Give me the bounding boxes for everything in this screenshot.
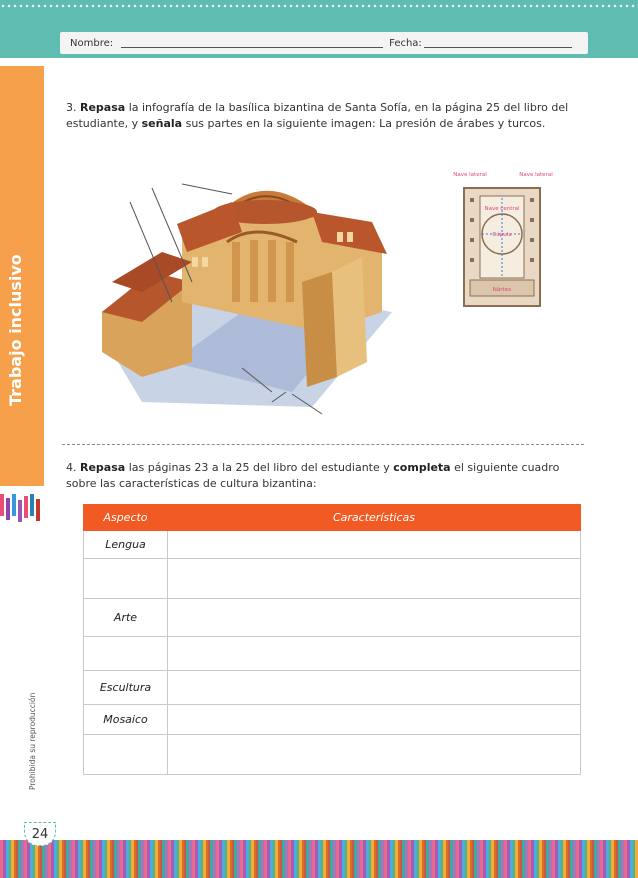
table-row (84, 671, 581, 705)
floor-plan-diagram (453, 168, 553, 320)
section-tab (0, 66, 44, 486)
characteristic-cell[interactable] (168, 671, 581, 705)
activity-4-verb-completa: completa (393, 461, 451, 474)
characteristic-cell[interactable] (168, 705, 581, 735)
side-stripes (0, 494, 42, 520)
aspect-cell (84, 735, 168, 775)
header-caracteristicas: Características (168, 505, 581, 531)
table-row (84, 531, 581, 559)
section-title: Trabajo inclusivo (6, 254, 25, 406)
activity-3-text-1: la infografía de la basílica bizantina de Santa Sofía, en la página 25 del libro del estudiante, y (66, 101, 569, 130)
activity-4-text-2: el siguiente cuadro sobre las características de cultura bizantina: (66, 461, 560, 490)
table-row (84, 599, 581, 637)
plan-label-cupula: Cúpula (492, 232, 512, 238)
plan-label-nave-lateral-right: Nave lateral (519, 172, 553, 178)
header-aspecto: Aspecto (84, 505, 168, 531)
activity-3-number: 3. (66, 101, 77, 114)
table-row (84, 637, 581, 671)
characteristic-cell[interactable] (168, 735, 581, 775)
byzantine-culture-table (83, 504, 581, 775)
aspect-cell: Mosaico (84, 705, 168, 735)
table-row (84, 559, 581, 599)
activity-4-verb-repasa: Repasa (80, 461, 126, 474)
activity-3-verb-senala: señala (141, 117, 183, 130)
name-label: Nombre: (70, 37, 114, 49)
aspect-cell: Arte (84, 599, 168, 637)
reproduction-note: Prohibida su reproducción (28, 692, 37, 790)
plan-label-nartex: Nártex (492, 287, 512, 293)
aspect-cell (84, 637, 168, 671)
date-label: Fecha: (389, 37, 422, 49)
table-row (84, 705, 581, 735)
characteristic-cell[interactable] (168, 599, 581, 637)
footer-band (0, 840, 638, 878)
activity-3-verb-repasa: Repasa (80, 101, 126, 114)
characteristic-cell[interactable] (168, 559, 581, 599)
name-date-bar (60, 32, 588, 54)
table-header-row (84, 505, 581, 531)
plan-label-nave-central: Nave central (484, 206, 520, 212)
aspect-cell: Escultura (84, 671, 168, 705)
table-row (84, 735, 581, 775)
aspect-cell: Lengua (84, 531, 168, 559)
activity-4-number: 4. (66, 461, 77, 474)
activity-4-instructions (66, 460, 586, 492)
characteristic-cell[interactable] (168, 637, 581, 671)
page-number: 24 (24, 822, 56, 846)
name-field[interactable] (121, 38, 383, 48)
header-dots (0, 4, 638, 8)
basilica-illustration (82, 162, 406, 416)
plan-label-nave-lateral-left: Nave lateral (453, 172, 487, 178)
aspect-cell (84, 559, 168, 599)
activity-3-instructions (66, 100, 586, 132)
characteristic-cell[interactable] (168, 531, 581, 559)
header-band (0, 0, 638, 58)
activity-3-text-2: sus partes en la siguiente imagen: La presión de árabes y turcos. (182, 117, 546, 130)
section-divider (62, 444, 584, 445)
activity-4-text-1: las páginas 23 a la 25 del libro del estudiante y (125, 461, 394, 474)
date-field[interactable] (424, 38, 572, 48)
